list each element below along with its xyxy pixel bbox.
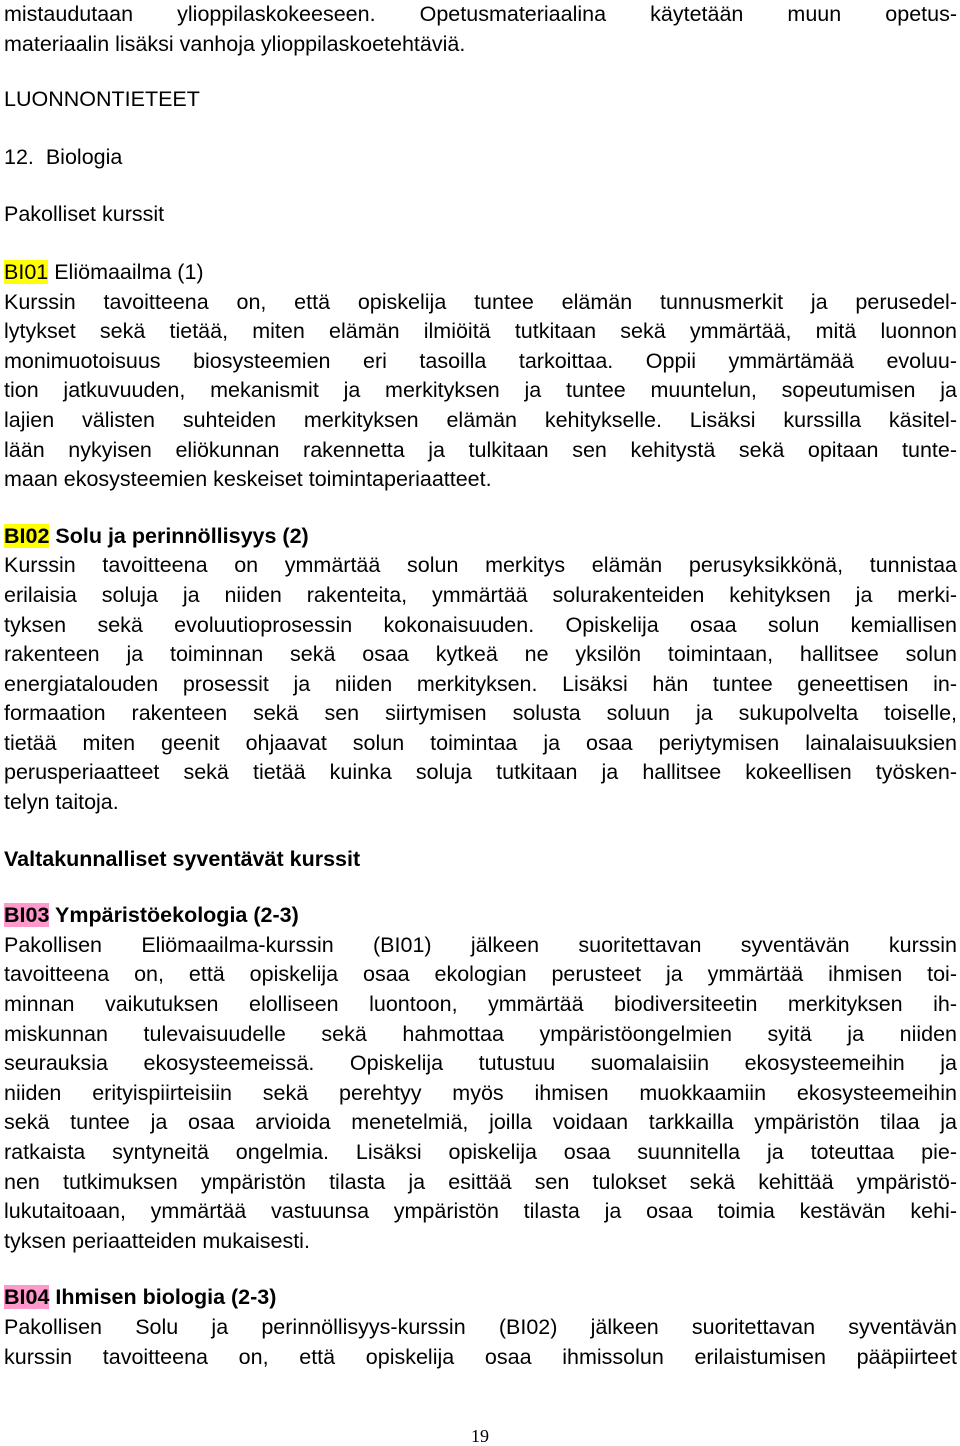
course-bi03 bbox=[4, 901, 957, 1256]
text-line: Kurssin tavoitteena on, että opiskelija tuntee elämän tunnusmerkit ja perusedel- bbox=[4, 289, 957, 314]
text-line: Pakollisen Solu ja perinnöllisyys-kurssin (BI02) jälkeen suoritettavan syventävän bbox=[4, 1314, 957, 1339]
course-title-row bbox=[4, 1283, 957, 1313]
section-heading: LUONNONTIETEET bbox=[4, 87, 200, 112]
national-courses-heading: Valtakunnalliset syventävät kurssit bbox=[4, 846, 361, 871]
course-code: BI01 bbox=[4, 259, 49, 284]
text-line: Kurssin tavoitteena on ymmärtää solun merkitys elämän perusyksikkönä, tunnistaa bbox=[4, 553, 957, 578]
text-line: lajien välisten suhteiden merkityksen elämän kehitykselle. Lisäksi kurssilla käsitel- bbox=[4, 407, 957, 432]
text-line: sekä tuntee ja osaa arvioida menetelmiä, joilla voidaan tarkkailla ympäristön tilaa ja bbox=[4, 1110, 957, 1135]
course-title-row bbox=[4, 522, 957, 552]
text-line: seurauksia ekosysteemeissä. Opiskelija tutustuu suomalaisiin ekosysteemeihin ja bbox=[4, 1051, 957, 1076]
text-line: tietää miten geenit ohjaavat solun toimintaa ja osaa periytymisen lainalaisuuksien bbox=[4, 730, 957, 755]
text-line: lään nykyisen eliökunnan rakennetta ja tulkitaan sen kehitystä sekä opitaan tunte- bbox=[4, 437, 957, 462]
page-number: 19 bbox=[471, 1426, 489, 1446]
course-code: BI03 bbox=[4, 903, 50, 928]
text-line: nen tutkimuksen ympäristön tilasta ja esittää sen tulokset sekä kehittää ympäristö- bbox=[4, 1169, 957, 1194]
course-bi01 bbox=[4, 258, 957, 495]
text-line: lukutaitoaan, ymmärtää vastuunsa ympäristön tilasta ja osaa toimia kestävän kehi- bbox=[4, 1199, 957, 1224]
course-title-row bbox=[4, 258, 957, 288]
text-line: monimuotoisuus biosysteemien eri tasoilla tarkoittaa. Oppii ymmärtämää evoluu- bbox=[4, 348, 957, 373]
text-line: ratkaista syntyneitä ongelmia. Lisäksi opiskelija osaa suunnitella ja toteuttaa pie- bbox=[4, 1140, 957, 1164]
course-title: Eliömaailma (1) bbox=[54, 259, 204, 284]
text-line: tyksen sekä evoluutioprosessin kokonaisuuden. Opiskelija osaa solun kemiallisen bbox=[4, 612, 957, 637]
text-line: mistaudutaan ylioppilaskokeeseen. Opetusmateriaalina käytetään muun opetus- bbox=[4, 2, 957, 26]
subject-number: 12. bbox=[4, 144, 34, 169]
course-title: Ympäristöekologia (2-3) bbox=[55, 903, 299, 928]
course-bi04 bbox=[4, 1283, 957, 1372]
course-code: BI02 bbox=[4, 523, 50, 548]
text-line: perusperiaatteet sekä tietää kuinka soluja tutkitaan ja hallitsee kokeellisen työsken- bbox=[4, 760, 957, 785]
text-line: telyn taitoja. bbox=[4, 790, 119, 815]
text-line: formaation rakenteen sekä sen siirtymisen solusta soluun ja sukupolvelta toiselle, bbox=[4, 701, 957, 726]
text-line: niiden erityispiirteisiin sekä perehtyy myös ihmisen muokkaamiin ekosysteemeihin bbox=[4, 1080, 957, 1105]
course-title: Solu ja perinnöllisyys (2) bbox=[55, 523, 309, 548]
text-line: erilaisia soluja ja niiden rakenteita, ymmärtää solurakenteiden kehityksen ja merki- bbox=[4, 582, 957, 607]
intro-paragraph bbox=[4, 0, 957, 59]
text-line: kurssin tavoitteena on, että opiskelija osaa ihmissolun erilaistumisen pääpiirteet bbox=[4, 1344, 957, 1369]
document-page bbox=[4, 0, 957, 1372]
text-line: lytykset sekä tietää, miten elämän ilmiöitä tutkitaan sekä ymmärtää, mitä luonnon bbox=[4, 319, 957, 344]
course-title-row bbox=[4, 901, 957, 931]
text-line: tavoitteena on, että opiskelija osaa ekologian perusteet ja ymmärtää ihmisen toi- bbox=[4, 962, 957, 987]
course-title: Ihmisen biologia (2-3) bbox=[55, 1285, 277, 1310]
subject-heading bbox=[4, 143, 957, 173]
text-line: maan ekosysteemien keskeiset toimintaperiaatteet. bbox=[4, 467, 492, 492]
course-code: BI04 bbox=[4, 1285, 50, 1310]
mandatory-courses-heading: Pakolliset kurssit bbox=[4, 202, 165, 227]
subject-name: Biologia bbox=[45, 144, 123, 169]
text-line: tion jatkuvuuden, mekanismit ja merkityksen ja tuntee muuntelun, sopeutumisen ja bbox=[4, 378, 957, 403]
text-line: tyksen periaatteiden mukaisesti. bbox=[4, 1228, 310, 1253]
text-line: minnan vaikutuksen elolliseen luontoon, ymmärtää biodiversiteetin merkityksen ih- bbox=[4, 992, 957, 1017]
course-bi02 bbox=[4, 522, 957, 818]
text-line: Pakollisen Eliömaailma-kurssin (BI01) jälkeen suoritettavan syventävän kurssin bbox=[4, 932, 957, 957]
text-line: materiaalin lisäksi vanhoja ylioppilaskoetehtäviä. bbox=[4, 31, 466, 56]
text-line: rakenteen ja toiminnan sekä osaa kytkeä ne yksilön toimintaan, hallitsee solun bbox=[4, 642, 957, 667]
text-line: energiatalouden prosessit ja niiden merkityksen. Lisäksi hän tuntee geneettisen in- bbox=[4, 671, 957, 696]
text-line: miskunnan tulevaisuudelle sekä hahmottaa ympäristöongelmien syitä ja niiden bbox=[4, 1021, 957, 1046]
